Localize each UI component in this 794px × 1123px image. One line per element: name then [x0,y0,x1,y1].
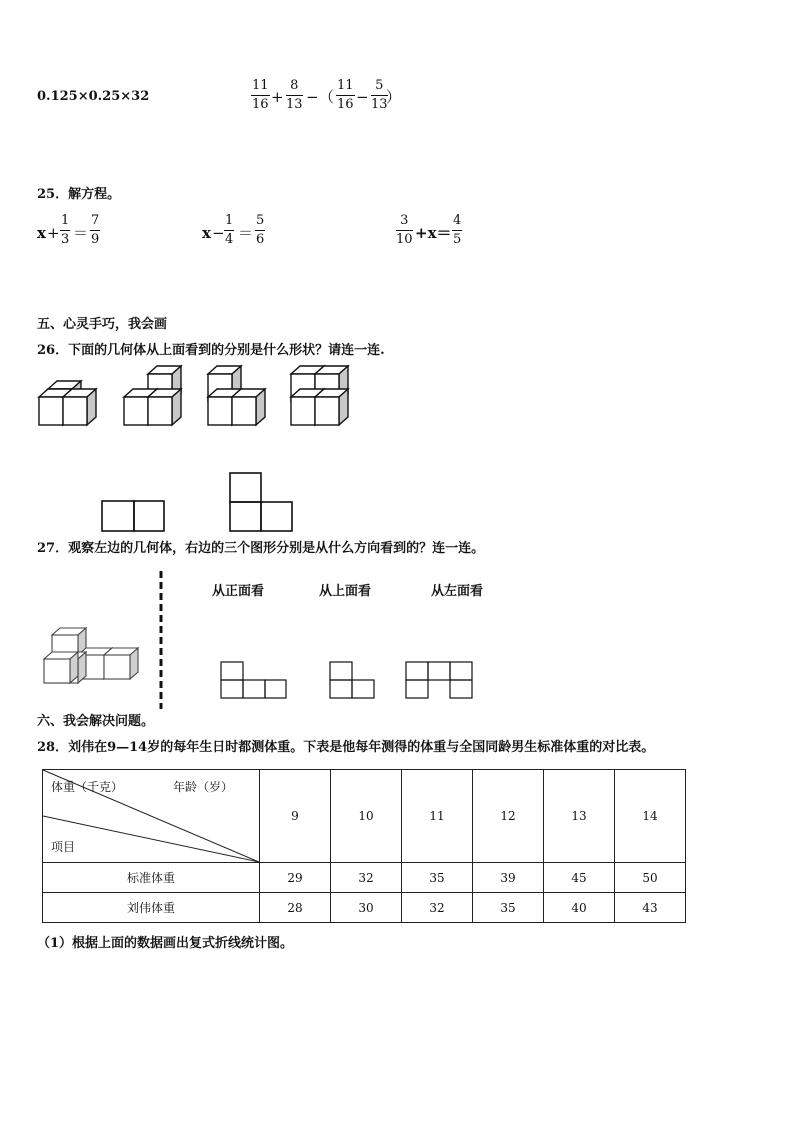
table-cell: 39 [473,863,544,893]
view-shape-3 [406,662,472,698]
diagonal-header-cell [43,770,260,863]
fraction: 8 13 [286,78,303,112]
fraction: 1 3 [61,213,70,247]
header-age: 年龄（岁） [173,780,234,794]
age-cell: 12 [473,770,544,863]
fraction: 1 4 [225,213,234,247]
header-weight: 体重（千克） [51,780,124,794]
fraction: 3 10 [396,213,413,247]
table-cell: 45 [544,863,615,893]
table-cell: 28 [260,893,331,923]
question-27-title: 27．观察左边的几何体，右边的三个图形分别是从什么方向看到的？连一连。 [37,541,485,556]
row-label: 刘伟体重 [43,893,260,923]
table-cell: 35 [402,863,473,893]
age-cell: 13 [544,770,615,863]
table-row [43,893,686,923]
table-row [43,863,686,893]
table-cell: 32 [402,893,473,923]
table-cell: 40 [544,893,615,923]
age-cell: 11 [402,770,473,863]
fraction: 5 13 [371,78,388,112]
question-28-title: 28．刘伟在9—14岁的每年生日时都测体重。下表是他每年测得的体重与全国同龄男生标准体重的对比表。 [37,740,655,755]
view-shape-2 [330,662,374,698]
section-5-title: 五、心灵手巧，我会画 [37,317,168,332]
q27-solid [44,628,138,683]
fraction: 11 16 [337,78,354,112]
section-6-title: 六、我会解决问题。 [37,714,155,729]
table-cell: 43 [615,893,686,923]
table-cell: 29 [260,863,331,893]
question-26-title: 26．下面的几何体从上面看到的分别是什么形状？请连一连. [37,343,385,358]
table-header-row [43,770,686,863]
view-shape-1 [221,662,286,698]
weight-comparison-table [42,769,686,923]
row-label: 标准体重 [43,863,260,893]
table-cell: 30 [331,893,402,923]
label-top-view: 从上面看 [319,584,372,599]
fraction: 11 16 [252,78,269,112]
age-cell: 14 [615,770,686,863]
fraction: 4 5 [453,213,462,247]
question-25-title: 25．解方程。 [37,187,121,202]
age-cell: 9 [260,770,331,863]
question-28-sub-1: （1）根据上面的数据画出复式折线统计图。 [37,936,294,951]
age-cell: 10 [331,770,402,863]
table-cell: 50 [615,863,686,893]
label-front-view: 从正面看 [212,584,265,599]
calc-expression-1: 0.125×0.25×32 [37,89,150,104]
table-cell: 35 [473,893,544,923]
fraction: 5 6 [256,213,265,247]
label-left-view: 从左面看 [431,584,484,599]
table-cell: 32 [331,863,402,893]
fraction: 7 9 [91,213,100,247]
header-item: 项目 [51,840,76,854]
